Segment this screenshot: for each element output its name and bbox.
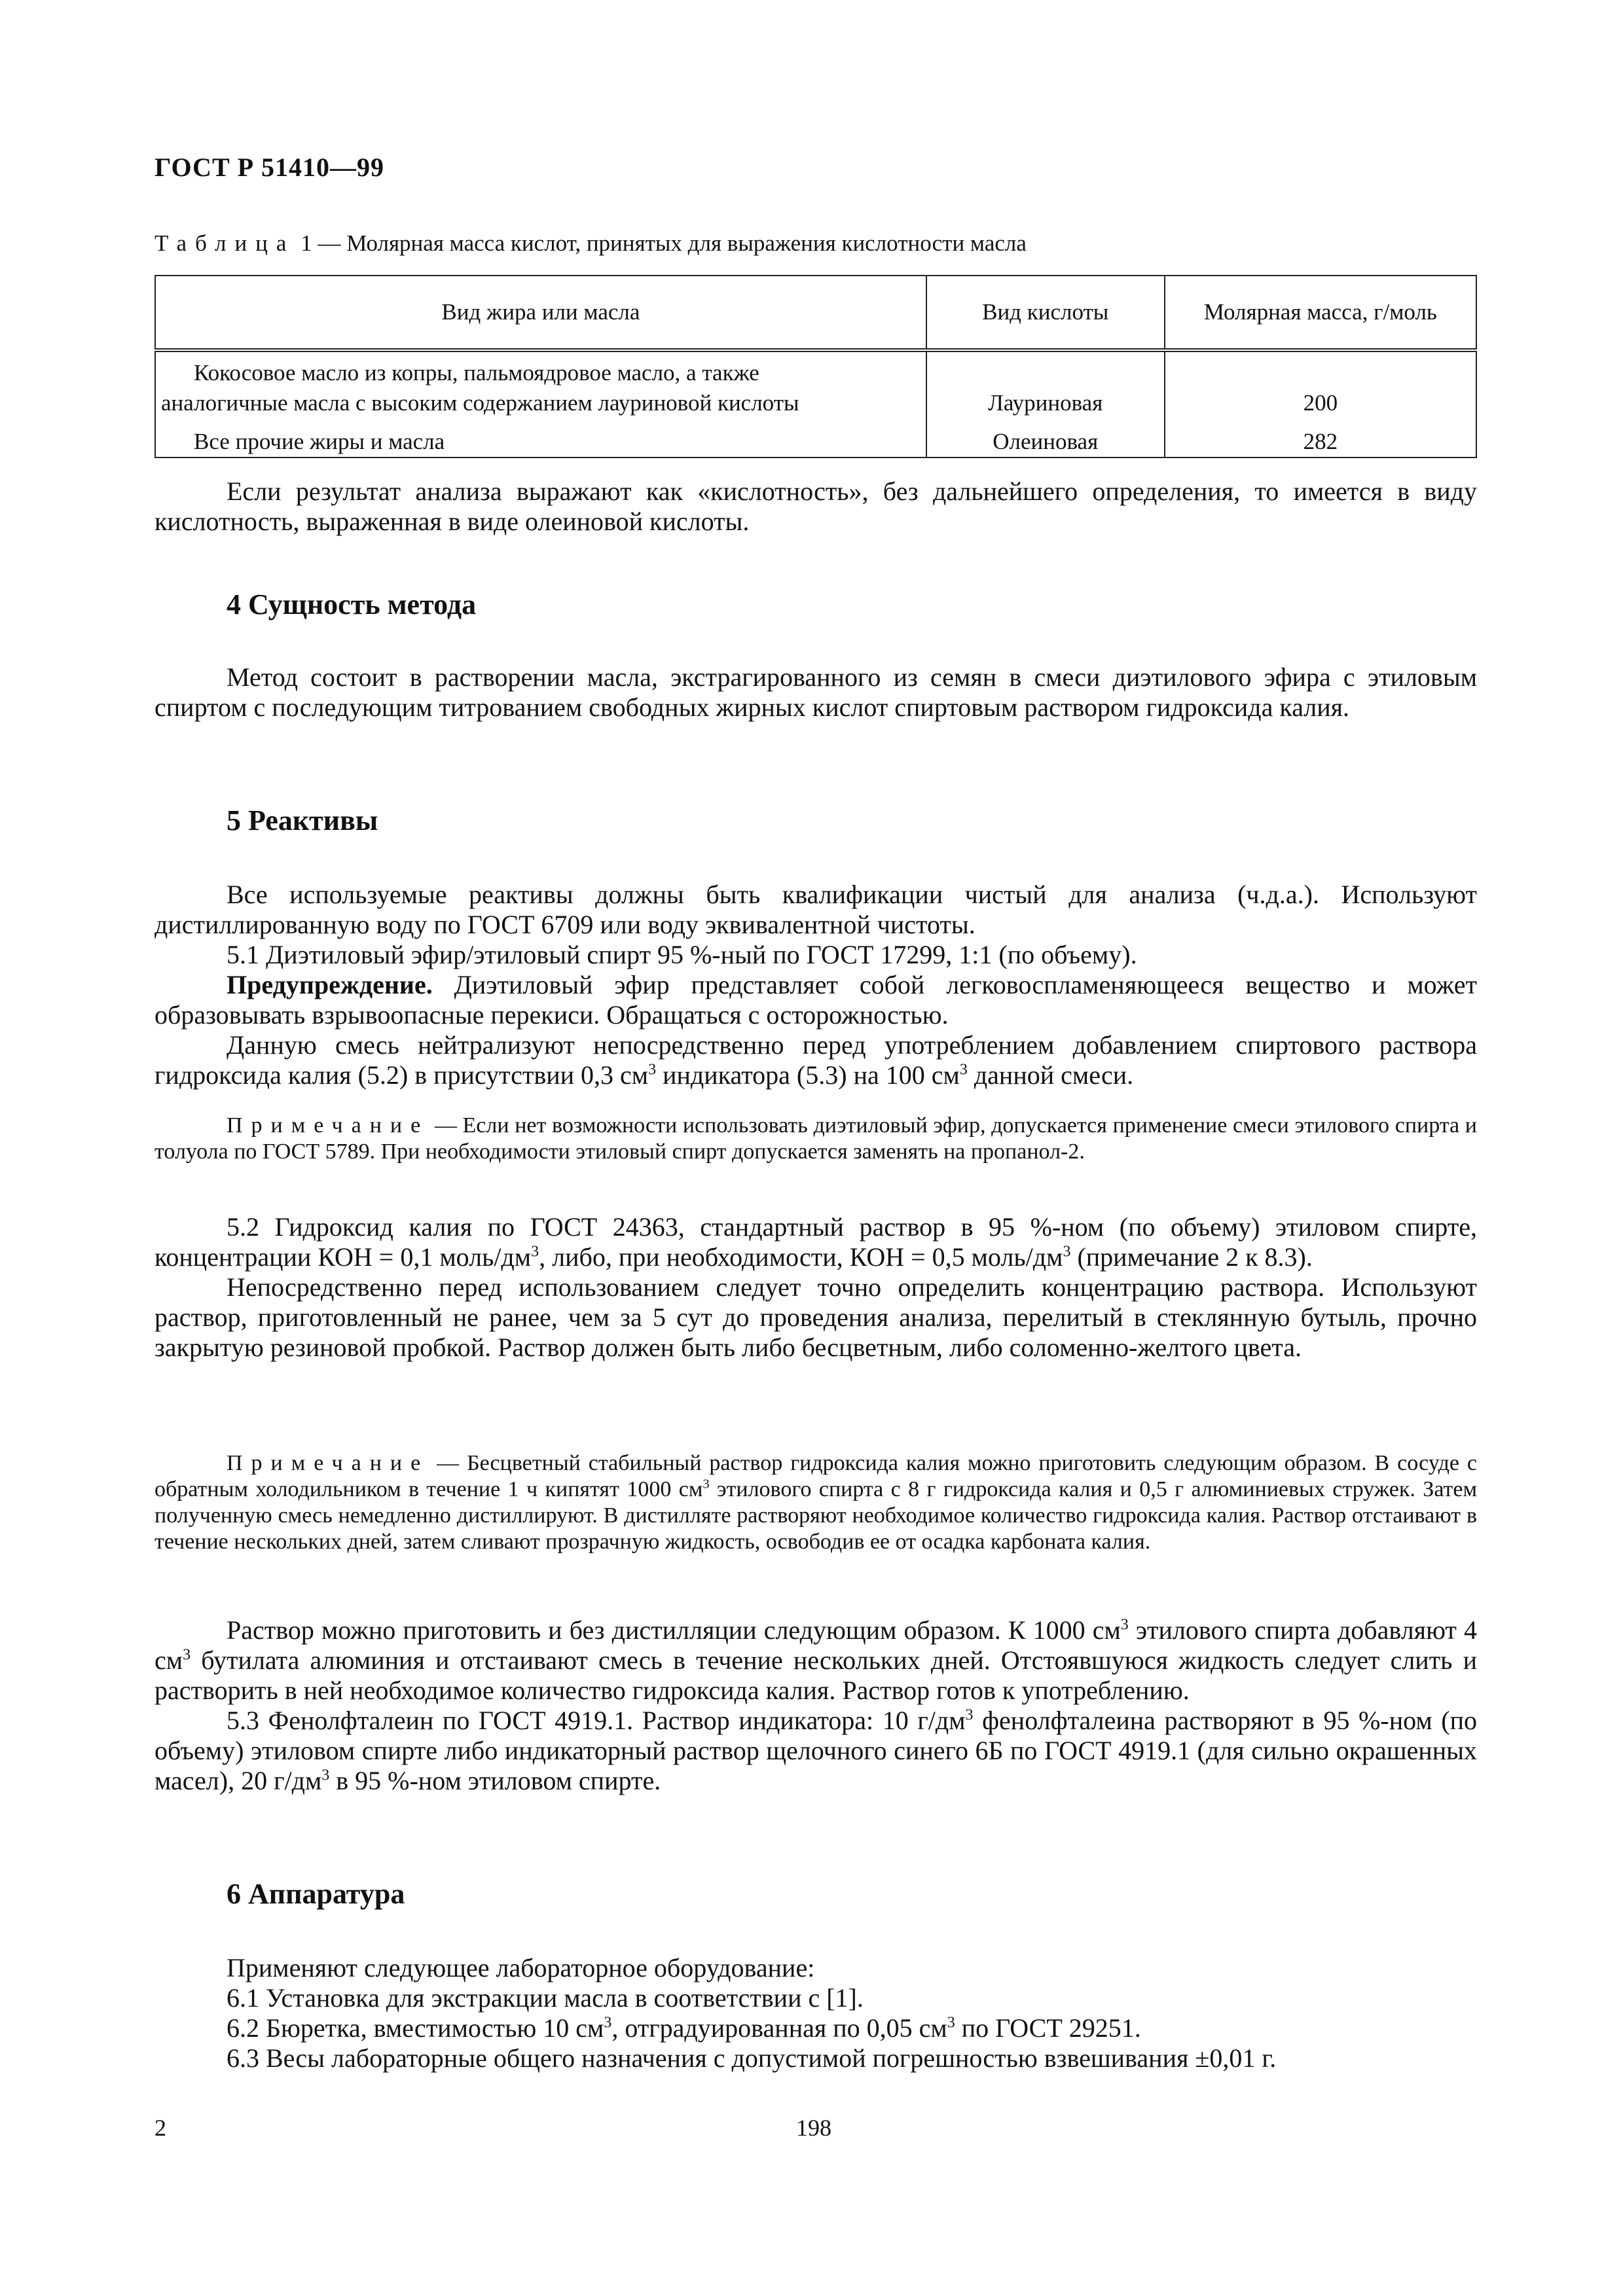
section-5-body bbox=[155, 880, 1477, 1090]
molar-mass-cell: 200 bbox=[1165, 350, 1476, 418]
section-6-title: 6 Аппаратура bbox=[227, 1878, 405, 1910]
acid-type-cell: Лауриновая bbox=[926, 350, 1165, 418]
document-header: ГОСТ Р 51410—99 bbox=[155, 152, 385, 182]
table-row bbox=[155, 418, 1476, 457]
neutralization-text: Данную смесь нейтрализуют непосредственно перед употреблением добавлением спиртового раствора гидроксида калия (5.2) в присутствии 0,3 $см^3$ индикатора (5.3) на 100 $см^3$ данной смеси. bbox=[155, 1030, 1477, 1090]
section-5-title: 5 Реактивы bbox=[227, 804, 378, 836]
acid-molar-mass-table bbox=[155, 275, 1477, 458]
reagents-intro: Все используемые реактивы должны быть квалификации чистый для анализа (ч.д.а.). Используют дистиллированную воду по ГОСТ 6709 или воду эквивалентной чистоты. bbox=[155, 880, 1477, 939]
page-number-center: 198 bbox=[796, 2115, 831, 2141]
item-6-3: 6.3 Весы лабораторные общего назначения с допустимой погрешностью взвешивания ±0,01 г. bbox=[227, 2043, 1277, 2073]
section-4-title: 4 Сущность метода bbox=[227, 588, 477, 620]
item-5-2-block bbox=[155, 1212, 1477, 1363]
item-5-3: 5.3 Фенолфталеин по ГОСТ 4919.1. Раствор индикатора: 10 $г/дм^3$ фенолфталеина растворяют в 95 %-ном (по объему) этиловом спирте либо индикаторный раствор щелочного синего 6Б по ГОСТ 4919.1 (для сильно окрашенных масел), 20 $г/дм^3$ в 95 %-ном этиловом спирте. bbox=[155, 1706, 1477, 1795]
table-caption: Таблица 1 — Молярная масса кислот, принятых для выражения кислотности масла bbox=[155, 230, 1027, 256]
note-1: Примечание — Если нет возможности использовать диэтиловый эфир, допускается применение смеси этилового спирта и толуола по ГОСТ 5789. При необходимости этиловый спирт допускается заменять на пропанол-2. bbox=[155, 1113, 1477, 1164]
section-6-body bbox=[155, 1953, 1477, 2073]
section-4-text: Метод состоит в растворении масла, экстрагированного из семян в смеси диэтилового эфира с этиловым спиртом с последующим титрованием свободных жирных кислот спиртовым раствором гидроксида калия. bbox=[155, 662, 1477, 722]
table-header-row bbox=[155, 276, 1476, 350]
item-6-1: 6.1 Установка для экстракции масла в соответствии с [1]. bbox=[227, 1983, 864, 2013]
equipment-intro: Применяют следующее лабораторное оборудование: bbox=[227, 1953, 815, 1982]
molar-mass-cell: 282 bbox=[1165, 418, 1476, 457]
item-5-1: 5.1 Диэтиловый эфир/этиловый спирт 95 %-ный по ГОСТ 17299, 1:1 (по объему). bbox=[227, 940, 1137, 969]
paragraph-after-table: Если результат анализа выражают как «кислотность», без дальнейшего определения, то имеется в виду кислотность, выраженная в виде олеиновой кислоты. bbox=[155, 476, 1477, 536]
header-molar-mass: Молярная масса, г/моль bbox=[1165, 276, 1476, 350]
item-5-2: 5.2 Гидроксид калия по ГОСТ 24363, стандартный раствор в 95 %-ном (по объему) этиловом спирте, концентрации КОН = 0,1 моль/$дм^3$, либо, при необходимости, КОН = 0,5 моль/$дм^3$ (примечание 2 к 8.3). bbox=[155, 1212, 1477, 1272]
fat-type-cell: Все прочие жиры и масла bbox=[155, 418, 926, 457]
page-number-left: 2 bbox=[155, 2115, 166, 2141]
item-6-2: 6.2 Бюретка, вместимостью 10 $см^3$, отградуированная по 0,05 $см^3$ по ГОСТ 29251. bbox=[227, 2013, 1141, 2043]
header-acid-type: Вид кислоты bbox=[926, 276, 1165, 350]
table-row bbox=[155, 350, 1476, 418]
header-fat-type: Вид жира или масла bbox=[155, 276, 926, 350]
item-5-2-details: Непосредственно перед использованием следует точно определить концентрацию раствора. Используют раствор, приготовленный не ранее, чем за 5 сут до проведения анализа, перелитый в стеклянную бутыль, прочно закрытую резиновой пробкой. Раствор должен быть либо бесцветным, либо соломенно-желтого цвета. bbox=[155, 1272, 1477, 1362]
note-2: Примечание — Бесцветный стабильный раствор гидроксида калия можно приготовить следующим образом. В сосуде с обратным холодильником в течение 1 ч кипятят 1000 $см^3$ этилового спирта с 8 г гидроксида калия и 0,5 г алюминиевых стружек. Затем полученную смесь немедленно дистиллируют. В дистилляте растворяют необходимое количество гидроксида калия. Раствор отстаивают в течение нескольких дней, затем сливают прозрачную жидкость, освободив ее от осадка карбоната калия. bbox=[155, 1451, 1477, 1554]
warning: Предупреждение. Диэтиловый эфир представляет собой легковоспламеняющееся вещество и может образовывать взрывоопасные перекиси. Обращаться с осторожностью. bbox=[155, 970, 1477, 1030]
acid-type-cell: Олеиновая bbox=[926, 418, 1165, 457]
fat-type-cell: Кокосовое масло из копры, пальмоядровое масло, а также аналогичные масла с высоким содержанием лауриновой кислоты bbox=[155, 350, 926, 418]
alternative-preparation: Раствор можно приготовить и без дистилляции следующим образом. К 1000 $см^3$ этилового спирта добавляют 4 $см^3$ бутилата алюминия и отстаивают смесь в течение нескольких дней. Отстоявшуюся жидкость следует слить и растворить в ней необходимое количество гидроксида калия. Раствор готов к употреблению. 5.3 Фенолфталеин по ГОСТ 4919.1. Раствор индикатора: 10 $г/дм^3$ фенолфталеина растворяют в 95 %-ном (по объему) этиловом спирте либо индикаторный раствор щелочного синего 6Б по ГОСТ 4919.1 (для сильно окрашенных масел), 20 $г/дм^3$ в 95 %-ном этиловом спирте. bbox=[155, 1615, 1478, 1795]
